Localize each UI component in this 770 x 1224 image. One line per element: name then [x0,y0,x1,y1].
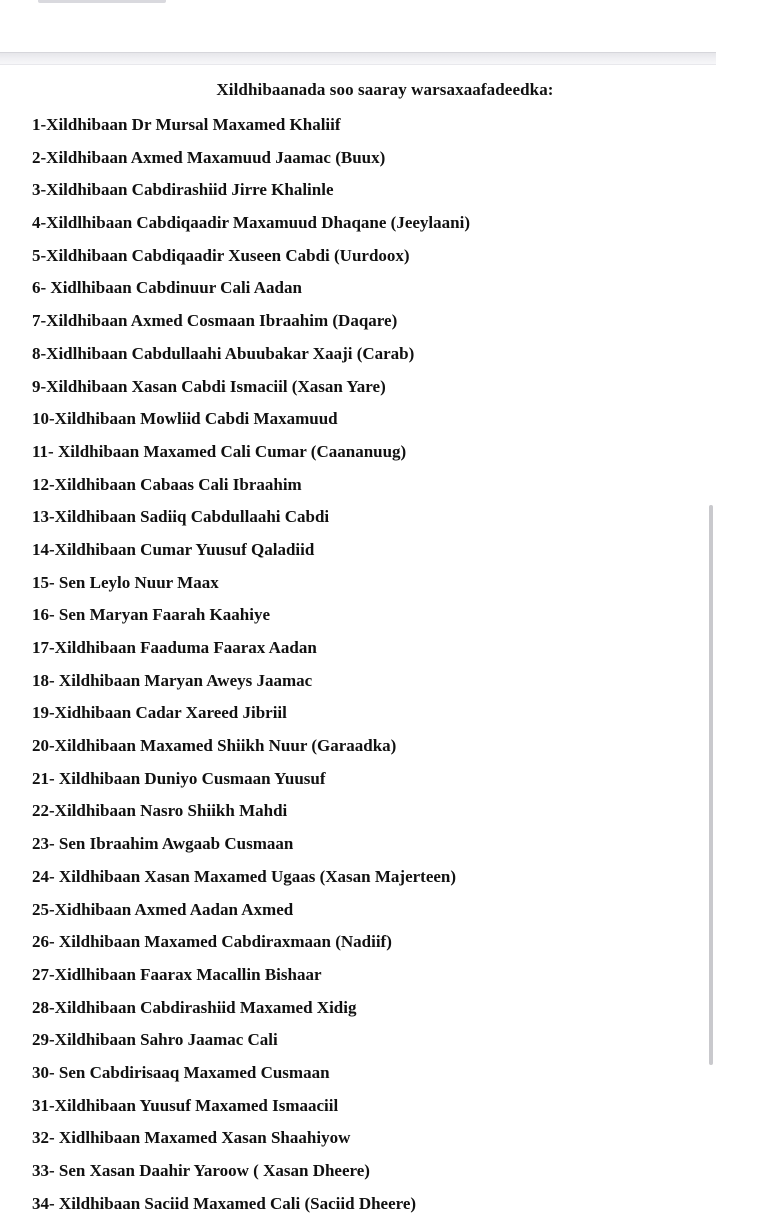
list-item: 17-Xildhibaan Faaduma Faarax Aadan [32,638,317,657]
list-item: 2-Xildhibaan Axmed Maxamuud Jaamac (Buux) [32,147,386,167]
list-item: 4-Xildlhibaan Cabdiqaadir Maxamuud Dhaqane (Jeeylaani) [32,213,470,233]
list-item: 6- Xidlhibaan Cabdinuur Cali Aadan [32,278,302,298]
list-item: 8-Xidlhibaan Cabdullaahi Abuubakar Xaaji (Carab) [32,343,415,363]
list-item: 32- Xidlhibaan Maxamed Xasan Shaahiyow [32,1128,351,1148]
list-item: 10-Xildhibaan Mowliid Cabdi Maxamuud [32,409,338,429]
list-item: 26- Xildhibaan Maxamed Cabdiraxmaan (Nadiif) [32,932,392,952]
list-item: 16- Sen Maryan Faarah Kaahiye [32,605,270,625]
top-bar-fragment [38,0,166,3]
list-item: 28-Xildhibaan Cabdirashiid Maxamed Xidig [32,997,357,1017]
list-item: 23- Sen Ibraahim Awgaab Cusmaan [32,834,294,854]
list-item: 1-Xildhibaan Dr Mursal Maxamed Khaliif [32,115,341,134]
list-item: 13-Xildhibaan Sadiiq Cabdullaahi Cabdi [32,507,330,527]
member-list [32,113,470,1224]
list-item: 11- Xildhibaan Maxamed Cali Cumar (Caananuug) [32,441,407,461]
list-item: 3-Xildhibaan Cabdirashiid Jirre Khalinle [32,180,334,200]
list-item: 25-Xidhibaan Axmed Aadan Axmed [32,899,294,919]
top-bar [0,0,716,52]
list-item: 22-Xildhibaan Nasro Shiikh Mahdi [32,801,288,821]
list-item: 21- Xildhibaan Duniyo Cusmaan Yuusuf [32,768,326,788]
list-item: 15- Sen Leylo Nuur Maax [32,572,219,592]
list-item: 5-Xildhibaan Cabdiqaadir Xuseen Cabdi (Uurdoox) [32,245,410,265]
document-title: Xildhibaanada soo saaray warsaxaafadeedka: [216,80,554,99]
list-item: 34- Xildhibaan Saciid Maxamed Cali (Saciid Dheere) [32,1193,417,1213]
list-item: 27-Xidlhibaan Faarax Macallin Bishaar [32,964,322,984]
section-divider [0,52,716,65]
scrollbar[interactable] [709,505,713,1065]
list-item: 7-Xildhibaan Axmed Cosmaan Ibraahim (Daqare) [32,311,398,331]
list-item: 19-Xidhibaan Cadar Xareed Jibriil [32,703,287,723]
document-page [0,66,716,1213]
list-item: 29-Xildhibaan Sahro Jaamac Cali [32,1030,278,1050]
list-item: 24- Xildhibaan Xasan Maxamed Ugaas (Xasan Majerteen) [32,866,457,886]
list-item: 30- Sen Cabdirisaaq Maxamed Cusmaan [32,1062,330,1082]
list-item: 9-Xildhibaan Xasan Cabdi Ismaciil (Xasan Yare) [32,376,386,396]
list-item: 33- Sen Xasan Daahir Yaroow ( Xasan Dheere) [32,1161,370,1180]
list-item: 18- Xildhibaan Maryan Aweys Jaamac [32,670,313,690]
list-item: 14-Xildhibaan Cumar Yuusuf Qaladiid [32,539,315,559]
list-item: 20-Xildhibaan Maxamed Shiikh Nuur (Garaadka) [32,736,397,756]
list-item: 31-Xildhibaan Yuusuf Maxamed Ismaaciil [32,1095,339,1115]
list-item: 12-Xildhibaan Cabaas Cali Ibraahim [32,474,302,494]
